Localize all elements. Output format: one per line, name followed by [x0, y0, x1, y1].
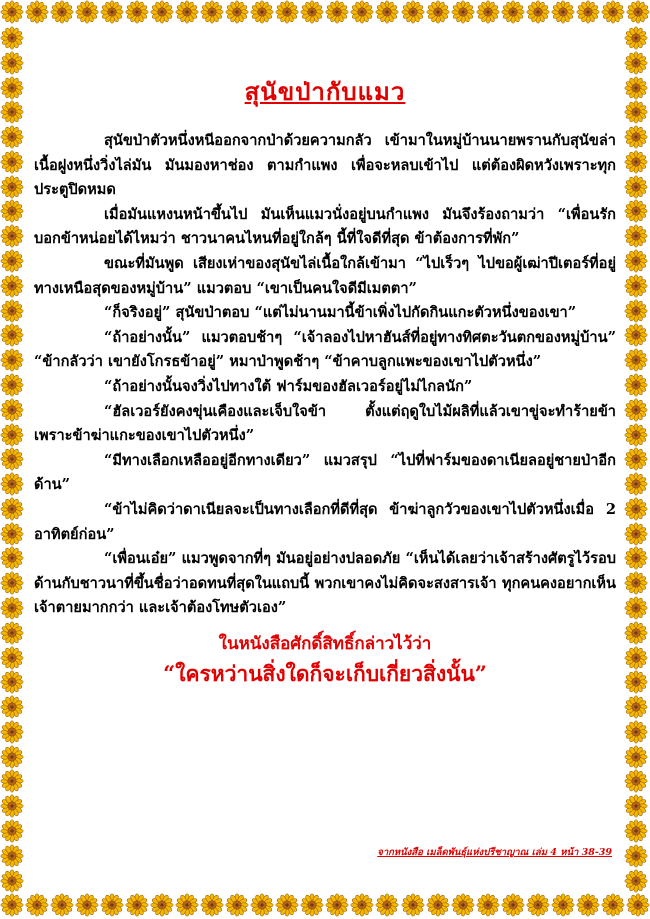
sunflower-icon — [601, 893, 625, 917]
sunflower-icon — [451, 893, 475, 917]
sunflower-icon — [576, 0, 600, 24]
sunflower-icon — [624, 100, 648, 124]
sunflower-icon — [350, 893, 374, 917]
sunflower-icon — [0, 76, 24, 100]
sunflower-icon — [0, 348, 24, 372]
sunflower-icon — [624, 373, 648, 397]
sunflower-icon — [624, 472, 648, 496]
sunflower-icon — [401, 0, 425, 24]
paragraph: “มีทางเลือกเหลืออยู่อีกทางเดียว” แมวสรุป “ไปที่ฟาร์มของดาเนียลอยู่ชายป่าอีกด้าน” — [34, 451, 616, 494]
sunflower-icon — [0, 695, 24, 719]
sunflower-icon — [624, 299, 648, 323]
sunflower-icon — [0, 51, 24, 75]
sunflower-icon — [0, 274, 24, 298]
sunflower-icon — [325, 0, 349, 24]
sunflower-icon — [624, 398, 648, 422]
sunflower-icon — [0, 497, 24, 521]
paragraph: เมื่อมันแหงนหน้าขึ้นไป มันเห็นแมวนั่งอยู่บนกำแพง มันจึงร้องถามว่า “เพื่อนรัก บอกข้าหน่อยได้ไหมว่า ชาวนาคนไหนที่อยู่ใกล้ๆ นี้ที่ใจดีที่สุด ข้าต้องการที่พัก” — [34, 205, 616, 248]
story-page — [34, 58, 616, 689]
sunflower-icon — [50, 0, 74, 24]
sunflower-icon — [626, 0, 650, 24]
paragraph: “ถ้าอย่างนั้น” แมวตอบช้าๆ “เจ้าลองไปหาฮันส์ที่อยู่ทางทิศตะวันตกของหมู่บ้าน” “ข้ากลัวว่า เขายังโกรธข้าอยู่” หมาป่าพูดช้าๆ “ข้าคาบลูกแพะของเขาไปตัวหนึ่ง” — [34, 328, 616, 371]
sunflower-icon — [624, 447, 648, 471]
sunflower-icon — [0, 571, 24, 595]
sunflower-icon — [501, 893, 525, 917]
sunflower-icon — [624, 76, 648, 100]
sunflower-icon — [0, 769, 24, 793]
sunflower-icon — [300, 893, 324, 917]
sunflower-icon — [624, 745, 648, 769]
sunflower-icon — [0, 398, 24, 422]
sunflower-icon — [624, 819, 648, 843]
sunflower-icon — [0, 249, 24, 273]
border-right — [624, 26, 650, 893]
sunflower-icon — [25, 893, 49, 917]
sunflower-icon — [0, 670, 24, 694]
sunflower-icon — [624, 497, 648, 521]
sunflower-icon — [0, 844, 24, 868]
sunflower-icon — [375, 0, 399, 24]
sunflower-icon — [0, 323, 24, 347]
sunflower-icon — [300, 0, 324, 24]
sunflower-icon — [601, 0, 625, 24]
sunflower-icon — [401, 893, 425, 917]
sunflower-icon — [175, 893, 199, 917]
moral-quote: “ใครหว่านสิ่งใดก็จะเก็บเกี่ยวสิ่งนั้น” — [163, 660, 487, 686]
sunflower-icon — [624, 199, 648, 223]
sunflower-icon — [0, 745, 24, 769]
sunflower-icon — [200, 893, 224, 917]
sunflower-icon — [125, 0, 149, 24]
paragraph: “ถ้าอย่างนั้นจงวิ่งไปทางใต้ ฟาร์มของฮัลเวอร์อยู่ไม่ไกลนัก” — [104, 377, 473, 395]
sunflower-icon — [0, 100, 24, 124]
sunflower-icon — [526, 0, 550, 24]
sunflower-icon — [0, 794, 24, 818]
sunflower-icon — [25, 0, 49, 24]
sunflower-icon — [0, 373, 24, 397]
sunflower-icon — [624, 720, 648, 744]
sunflower-icon — [624, 125, 648, 149]
sunflower-icon — [476, 0, 500, 24]
sunflower-icon — [200, 0, 224, 24]
sunflower-icon — [551, 893, 575, 917]
sunflower-icon — [0, 150, 24, 174]
sunflower-icon — [150, 0, 174, 24]
sunflower-icon — [624, 695, 648, 719]
sunflower-icon — [0, 596, 24, 620]
sunflower-icon — [350, 0, 374, 24]
paragraph: สุนัขป่าตัวหนึ่งหนีออกจากป่าด้วยความกลัว เข้ามาในหมู่บ้านนายพรานกับสุนัขล่าเนื้อฝูงหนึ่งวิ่งไล่มัน มันมองหาช่อง ตามกำแพง เพื่อจะหลบเข้าไป แต่ต้องผิดหวังเพราะทุกประตูปิดหมด — [34, 132, 616, 199]
sunflower-icon — [501, 0, 525, 24]
sunflower-icon — [624, 51, 648, 75]
sunflower-icon — [451, 0, 475, 24]
source-citation: จากหนังสือ เมล็ดพันธุ์แห่งปรีชาญาณ เล่ม 4 หน้า 38-39 — [377, 847, 612, 858]
sunflower-icon — [0, 819, 24, 843]
sunflower-icon — [576, 893, 600, 917]
sunflower-icon — [624, 423, 648, 447]
sunflower-icon — [624, 546, 648, 570]
sunflower-icon — [0, 26, 24, 50]
sunflower-icon — [375, 893, 399, 917]
sunflower-icon — [0, 522, 24, 546]
sunflower-icon — [75, 0, 99, 24]
paragraph: “ฮัลเวอร์ยังคงขุ่นเคืองและเจ็บใจข้า ตั้งแต่ฤดูใบไม้ผลิที่แล้วเขาขู่จะทำร้ายข้า เพราะข้าฆ่าแกะของเขาไปตัวหนึ่ง” — [34, 402, 616, 445]
paragraph: ขณะที่มันพูด เสียงเห่าของสุนัขไล่เนื้อใกล้เข้ามา “ไปเร็วๆ ไปขอผู้เฒ่าปีเตอร์ที่อยู่ทางเหนือสุดของหมู่บ้าน” แมวตอบ “เขาเป็นคนใจดีมีเมตตา” — [34, 254, 616, 297]
sunflower-icon — [624, 844, 648, 868]
sunflower-icon — [0, 720, 24, 744]
sunflower-icon — [624, 769, 648, 793]
sunflower-icon — [624, 621, 648, 645]
sunflower-icon — [100, 0, 124, 24]
sunflower-icon — [150, 893, 174, 917]
sunflower-icon — [624, 323, 648, 347]
sunflower-icon — [624, 274, 648, 298]
sunflower-icon — [624, 571, 648, 595]
sunflower-icon — [0, 646, 24, 670]
sunflower-icon — [426, 0, 450, 24]
sunflower-icon — [624, 522, 648, 546]
moral-intro: ในหนังสือศักดิ์สิทธิ์กล่าวไว้ว่า — [218, 633, 432, 654]
border-left — [0, 26, 26, 893]
border-bottom — [0, 893, 650, 919]
sunflower-icon — [0, 546, 24, 570]
sunflower-icon — [100, 893, 124, 917]
sunflower-icon — [624, 224, 648, 248]
sunflower-icon — [325, 893, 349, 917]
sunflower-icon — [250, 893, 274, 917]
sunflower-icon — [526, 893, 550, 917]
sunflower-icon — [626, 893, 650, 917]
sunflower-icon — [551, 0, 575, 24]
sunflower-icon — [0, 423, 24, 447]
sunflower-icon — [50, 893, 74, 917]
sunflower-icon — [0, 299, 24, 323]
sunflower-icon — [0, 199, 24, 223]
sunflower-icon — [0, 0, 24, 24]
sunflower-icon — [0, 869, 24, 893]
sunflower-icon — [624, 646, 648, 670]
sunflower-icon — [624, 348, 648, 372]
sunflower-icon — [275, 0, 299, 24]
sunflower-icon — [0, 224, 24, 248]
sunflower-icon — [0, 621, 24, 645]
sunflower-icon — [75, 893, 99, 917]
sunflower-icon — [476, 893, 500, 917]
paragraph: “ข้าไม่คิดว่าดาเนียลจะเป็นทางเลือกที่ดีที่สุด ข้าฆ่าลูกวัวของเขาไปตัวหนึ่งเมื่อ 2 อาทิตย์ก่อน” — [34, 500, 616, 543]
sunflower-icon — [0, 893, 24, 917]
sunflower-icon — [624, 794, 648, 818]
sunflower-icon — [225, 0, 249, 24]
sunflower-icon — [624, 249, 648, 273]
sunflower-icon — [0, 447, 24, 471]
sunflower-icon — [0, 472, 24, 496]
sunflower-icon — [426, 893, 450, 917]
sunflower-icon — [0, 125, 24, 149]
sunflower-icon — [225, 893, 249, 917]
sunflower-icon — [0, 175, 24, 199]
sunflower-icon — [624, 869, 648, 893]
paragraph: “เพื่อนเอ๋ย” แมวพูดจากที่ๆ มันอยู่อย่างปลอดภัย “เห็นได้เลยว่าเจ้าสร้างศัตรูไว้รอบด้านกับชาวนาที่ขึ้นชื่อว่าอดทนที่สุดในแถบนี้ พวกเขาคงไม่คิดจะสงสารเจ้า ทุกคนคงอยากเห็นเจ้าตายมากกว่า และเจ้าต้องโทษตัวเอง” — [34, 550, 616, 617]
border-top — [0, 0, 650, 26]
sunflower-icon — [624, 26, 648, 50]
sunflower-icon — [125, 893, 149, 917]
paragraph: “ก็จริงอยู่” สุนัขป่าตอบ “แต่ไม่นานมานี้ข้าเพิ่งไปกัดกินแกะตัวหนึ่งของเขา” — [104, 304, 577, 322]
sunflower-icon — [175, 0, 199, 24]
sunflower-icon — [624, 150, 648, 174]
sunflower-icon — [250, 0, 274, 24]
sunflower-icon — [624, 670, 648, 694]
sunflower-icon — [275, 893, 299, 917]
sunflower-icon — [624, 596, 648, 620]
page-title: สุนัขป่ากับแมว — [244, 77, 406, 106]
sunflower-icon — [624, 175, 648, 199]
